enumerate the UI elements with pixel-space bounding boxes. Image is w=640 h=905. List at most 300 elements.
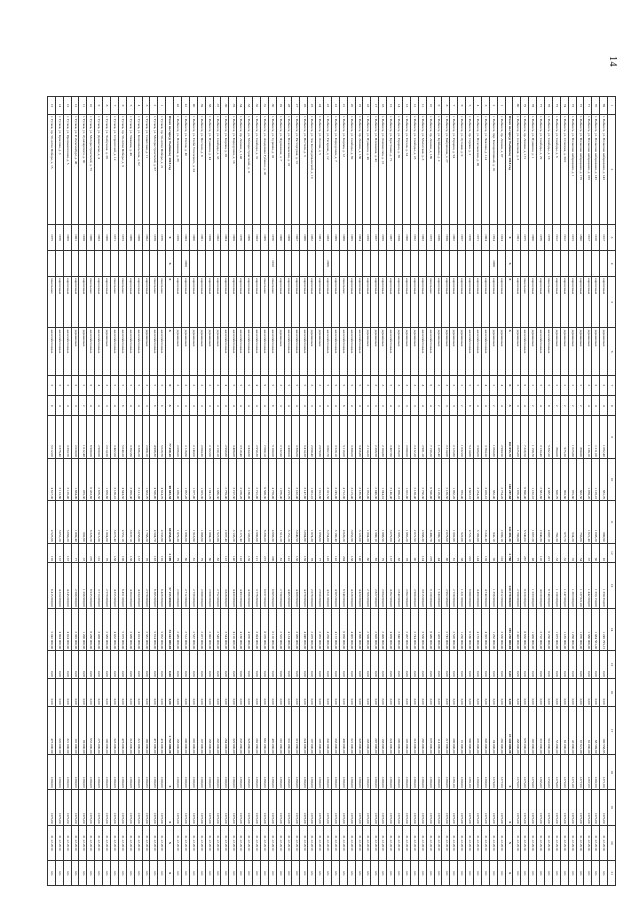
table-cell: 0,00 [126,678,134,706]
table-cell: 31.12.2019 [450,825,458,861]
table-cell: 2 [529,375,537,395]
table-cell: 2 754,20 [497,458,505,500]
table-cell: 1960 [402,224,410,250]
table-cell: 474 000,00 [158,706,166,755]
table-cell: 1280,00 [434,755,442,789]
table-cell: 473 000,00 [47,706,55,755]
table-cell: 3 508,00 [473,416,481,458]
table-cell: 44 [434,543,442,563]
table-cell: 0,00 [442,651,450,679]
table-cell: 4 [521,396,529,416]
table-cell: 37 [584,543,592,563]
table-cell: 80 [513,97,521,115]
table-cell: п/п [600,861,608,886]
table-cell: 1961 [316,224,324,250]
table-row [111,97,119,886]
table-cell: 1373,00 [197,789,205,825]
table-cell: 903,80 [560,458,568,500]
table-cell: кирпичные [584,277,592,328]
table-cell: 1273,00 [521,755,529,789]
table-cell: п/п [47,861,55,886]
table-cell: 4 [418,375,426,395]
table-cell: деревянные [529,328,537,375]
table-cell: 7 [450,97,458,115]
column-header: 3 [608,224,616,250]
table-cell: п/п [150,861,158,886]
table-cell: 31.12.2019 [331,825,339,861]
table-row [118,97,126,886]
table-cell: X [166,328,174,375]
table-cell: 1 200 000,00 [79,608,87,650]
table-cell: 1373,00 [592,789,600,825]
table-cell: кирпичные [513,277,521,328]
table-cell: 31.12.2019 [308,825,316,861]
table-cell: 55 000,00 [552,706,560,755]
table-cell: 2 508 000,00 [363,608,371,650]
table-cell: 5 914 000,00 [150,608,158,650]
table-cell: 2 [552,396,560,416]
table-cell: 3 [442,396,450,416]
table-cell: 148 287,60 [505,458,513,500]
table-cell: 76 [544,97,552,115]
table-cell: 9 [426,375,434,395]
table-cell: 2 690,10 [497,501,505,543]
table-cell: 5 [355,375,363,395]
table-cell: 2 [434,375,442,395]
table-cell: 1 198,70 [529,416,537,458]
table-cell: 1279,00 [529,755,537,789]
table-cell [363,251,371,277]
table-cell: кирпичные [434,277,442,328]
table-cell [134,251,142,277]
table-cell: 0,00 [592,651,600,679]
table-cell: 2 990,80 [221,416,229,458]
table-cell: 4 620,20 [339,501,347,543]
table-cell: 31.12.2019 [142,825,150,861]
column-header: 8 [608,396,616,416]
table-cell: г. Рыбинск, ул. Плеханова, д. 36 [174,114,182,224]
table-cell: 2 123,60 [450,416,458,458]
table-row [395,97,403,886]
table-cell: 975,30 [560,416,568,458]
table-cell: 31.12.2019 [103,825,111,861]
table-cell: г. Тутаев, ул. Р. Люксембург, д. 48 [71,114,79,224]
table-cell: панельные [339,277,347,328]
table-cell: 9 [260,375,268,395]
table-cell: 195 000,00 [316,706,324,755]
table-cell: г. Рыбинск, ул. Свободы, д. 6 [552,114,560,224]
table-cell: г. Рыбинск, ул. Волжская набережная, д. 143 [600,114,608,224]
table-cell: 140 [355,543,363,563]
table-cell: 8 650 000,00 [521,608,529,650]
table-cell: 1373,00 [103,789,111,825]
table-cell: п/п [237,861,245,886]
summary-row [505,97,513,886]
table-cell: 31.12.2019 [158,825,166,861]
table-cell [347,251,355,277]
table-cell: 1976 [537,224,545,250]
table-cell: п/п [521,861,529,886]
table-cell: 2 950,30 [253,416,261,458]
table-cell: 1373,00 [497,789,505,825]
table-row [253,97,261,886]
table-cell: г. Рыбинск, ул. Бородулина, д. 16 [229,114,237,224]
table-cell: 215 [544,543,552,563]
table-cell: г. Рыбинск, ул. Волжская набережная, д. 179 [576,114,584,224]
table-cell: 3 [182,375,190,395]
table-cell: железобетонные [544,328,552,375]
table-row [387,97,395,886]
table-cell: 0,00 [584,678,592,706]
table-cell: 1964 [355,224,363,250]
table-cell: 3 [142,396,150,416]
table-cell: 661 000,00 [260,706,268,755]
table-cell: 6 [118,396,126,416]
table-cell: 80 [205,543,213,563]
table-cell: 0,00 [505,651,513,679]
table-row [331,97,339,886]
table-cell: 1 553 150,00 [592,563,600,609]
table-cell: 1959 [174,224,182,250]
table-cell: 1280,00 [276,755,284,789]
table-cell: 2 840,30 [537,501,545,543]
table-cell: 4 [481,375,489,395]
table-cell: 1966 [300,224,308,250]
table-cell: 3 058,80 [134,501,142,543]
table-cell: кирпичные [63,277,71,328]
table-cell: 2 722,00 [253,458,261,500]
table-cell: железобетонные [87,328,95,375]
table-cell: 6 [47,396,55,416]
table-cell: 1280,00 [221,755,229,789]
table-cell: 4 666,30 [268,501,276,543]
table-cell: 1978 [544,224,552,250]
table-cell: железобетонные [355,328,363,375]
table-cell: п/п [458,861,466,886]
table-cell: 3 [513,396,521,416]
table-cell: деревянные [513,328,521,375]
table-cell: 5 [324,375,332,395]
table-cell: 94 000,00 [489,706,497,755]
table-cell: 81 [450,543,458,563]
table-cell: 1280,00 [229,755,237,789]
table-row [158,97,166,886]
table-cell: п/п [260,861,268,886]
table-cell: 326 000,00 [245,706,253,755]
table-cell: 31.12.2019 [363,825,371,861]
table-cell: 4 [592,396,600,416]
table-cell: 1280,00 [292,755,300,789]
table-cell: 0,00 [79,651,87,679]
table-cell: 14 [395,97,403,115]
table-cell: железобетонные [158,328,166,375]
table-cell: 0,00 [363,651,371,679]
table-cell: 1958 [395,224,403,250]
table-cell: 198 000,00 [174,706,182,755]
table-cell: 1 894,30 [363,501,371,543]
table-cell: кирпичные [79,277,87,328]
table-cell: деревянные [458,328,466,375]
table-cell: 68 589,00 [592,706,600,755]
table-cell: X [505,328,513,375]
table-cell: 5 [126,97,134,115]
table-cell: 7 060,10 [260,416,268,458]
table-cell: 0,00 [189,651,197,679]
table-cell: 1963 [324,224,332,250]
table-cell: 2 [489,375,497,395]
table-cell: 1 430 000,00 [529,608,537,650]
table-cell: 136 [292,543,300,563]
table-cell: 31.12.2019 [489,825,497,861]
table-cell: 31.12.2019 [458,825,466,861]
table-cell: 3 [371,396,379,416]
table-cell: 197 000,00 [308,706,316,755]
table-cell: 207 000,00 [371,706,379,755]
table-cell: 2 455 000,00 [316,608,324,650]
table-cell: 5 [466,375,474,395]
table-cell: 1968 [229,224,237,250]
table-cell: 0,00 [292,678,300,706]
table-cell: кирпичные [458,277,466,328]
table-cell: 1373,00 [150,789,158,825]
table-cell: г. Рыбинск, ул. Пестеля, д. 3 [300,114,308,224]
table-cell: 5 942 000,00 [47,608,55,650]
column-header: 16 [608,678,616,706]
table-cell: 5 [158,375,166,395]
table-cell: 0,00 [505,678,513,706]
table-cell: 1373,00 [284,789,292,825]
table-cell: 1 211,00 [592,416,600,458]
table-cell: 90 [410,543,418,563]
table-cell: г. Рыбинск, ул. Свободы, д. 29 [537,114,545,224]
table-cell: 285 000,00 [418,706,426,755]
table-cell: 1280,00 [87,755,95,789]
table-cell: 139 [481,543,489,563]
table-cell: 1282,00 [592,755,600,789]
table-cell: 1280,00 [142,755,150,789]
table-cell: 1373,00 [71,789,79,825]
table-cell: 1373,00 [355,789,363,825]
table-cell: 0,00 [95,651,103,679]
table-cell: 0,00 [600,651,608,679]
table-cell: 31.12.2019 [339,825,347,861]
table-cell: 1 780,80 [513,501,521,543]
table-cell: 31.12.2019 [466,825,474,861]
table-cell: 0,00 [276,651,284,679]
table-row [410,97,418,886]
table-cell: 3 151,20 [284,501,292,543]
table-cell: 7 150,20 [426,416,434,458]
table-cell: 1373,00 [513,789,521,825]
table-cell: 5 [47,375,55,395]
table-cell: 1 [497,97,505,115]
table-cell: кирпичные [71,277,79,328]
table-cell: 1271,00 [600,755,608,789]
table-cell: 1970 [237,224,245,250]
table-cell: г. Рыбинск, ул. Пушкина, д. 1 [529,114,537,224]
table-cell: 5 [126,375,134,395]
table-cell: 4 493 000,00 [237,563,245,609]
column-header: 10 [608,458,616,500]
table-cell: 0,00 [71,678,79,706]
table-cell: 3 166,00 [245,458,253,500]
table-cell: 1280,00 [402,755,410,789]
table-row [71,97,79,886]
table-cell: 31.12.2018 [584,825,592,861]
table-cell: 35 [568,543,576,563]
table-cell: 1373,00 [174,789,182,825]
table-cell: 69 858,20 [166,501,174,543]
table-cell: 1373,00 [489,789,497,825]
table-cell: 0,00 [450,651,458,679]
table-cell: 318 000,00 [126,706,134,755]
table-cell: 2 [529,396,537,416]
table-cell: 5 012,00 [47,416,55,458]
table-cell: 0,00 [521,678,529,706]
table-cell: г. Тутаев, пр. 50-летия Победы, д. 15 [47,114,55,224]
table-cell: 31.12.2019 [118,825,126,861]
table-cell: 1279,00 [513,755,521,789]
table-cell: п/п [324,861,332,886]
table-cell: 1 809,40 [71,501,79,543]
table-cell: 1 936,00 [174,458,182,500]
table-cell: 70 [592,97,600,115]
table-cell: панельные [544,277,552,328]
table-cell: 1 543 000,00 [434,563,442,609]
table-cell: п/п [410,861,418,886]
table-cell: кирпичные [229,277,237,328]
table-cell: 3 [308,396,316,416]
table-cell: 5 [544,375,552,395]
table-cell: 77 459,10 [166,416,174,458]
table-cell: 137 [55,543,63,563]
table-cell: 3 394,70 [63,416,71,458]
column-header: 1 [608,97,616,115]
table-cell: деревянные [316,328,324,375]
table-cell: 333 000,00 [331,706,339,755]
table-cell: 9 150 000,00 [426,563,434,609]
table-cell: 4 024 000,00 [63,608,71,650]
table-cell: 328 000,00 [355,706,363,755]
table-cell: п/п [537,861,545,886]
table-row [537,97,545,886]
table-cell: 1373,00 [466,789,474,825]
table-cell: 78 [529,97,537,115]
table-cell: 1966 [245,224,253,250]
table-cell: 4 004 000,00 [55,608,63,650]
table-cell: деревянные [276,328,284,375]
table-cell: п/п [442,861,450,886]
table-cell: 1280,00 [111,755,119,789]
table-cell: кирпичные [552,277,560,328]
table-cell: 0,00 [426,651,434,679]
table-cell: 1280,00 [316,755,324,789]
table-cell: 124 [418,543,426,563]
table-cell: 5 [473,375,481,395]
table-cell: кирпичные [103,277,111,328]
table-cell: 1915 [568,224,576,250]
table-cell: 3 [316,375,324,395]
table-cell: 3 [71,375,79,395]
table-cell: 4 370 000,00 [300,563,308,609]
table-cell: 35 [229,97,237,115]
table-cell: 3 [182,396,190,416]
table-cell: 0,00 [118,651,126,679]
table-cell: 1 953,00 [363,458,371,500]
table-cell: 9 [434,97,442,115]
table-cell: 0,00 [260,651,268,679]
table-cell: 3 121,00 [134,458,142,500]
table-cell: 3 [371,375,379,395]
table-cell: 1280,00 [300,755,308,789]
table-cell: 204 [339,543,347,563]
table-cell [529,251,537,277]
table-cell: 1373,00 [434,789,442,825]
table-cell: 2 314,00 [442,416,450,458]
table-cell: 3 136,10 [111,458,119,500]
table-cell: X [166,755,174,789]
table-cell: железобетонные [245,328,253,375]
table-cell: 1373,00 [245,789,253,825]
table-cell: 0,00 [189,678,197,706]
table-cell: панельные [521,277,529,328]
table-cell: 1280,00 [363,755,371,789]
table-cell: 0,00 [158,678,166,706]
table-cell: 1 249 795,15 [600,608,608,650]
table-cell: 8 [442,97,450,115]
table-cell: 1 321 000,00 [458,563,466,609]
table-cell [331,251,339,277]
table-cell: 1969 [331,224,339,250]
table-cell: кирпичные [205,277,213,328]
table-cell: п/п [331,861,339,886]
table-cell: 3 [276,396,284,416]
table-cell: 14 [55,97,63,115]
table-row [308,97,316,886]
table-cell: г. Тутаев, ул. Моторостроителей, д. 75 [87,114,95,224]
table-cell: 30 [268,97,276,115]
table-cell: кирпичные [292,277,300,328]
table-cell: 0,00 [300,651,308,679]
table-cell: 2 [576,396,584,416]
table-cell: п/п [134,861,142,886]
table-cell [63,251,71,277]
table-cell: 1968 [339,224,347,250]
table-cell: деревянные [489,328,497,375]
table-cell: г. Рыбинск, ул. Свободы, д. 23 [410,114,418,224]
table-cell: п/п [497,861,505,886]
table-cell [308,251,316,277]
table-cell: 1373,00 [339,789,347,825]
table-cell: 1373,00 [410,789,418,825]
table-cell: 3 254,00 [324,501,332,543]
table-cell: 922,00 [458,501,466,543]
table-cell: п/п [189,861,197,886]
table-cell: 31.12.2019 [245,825,253,861]
table-cell: 1960 [276,224,284,250]
table-row [600,97,608,886]
table-cell: 0,00 [150,651,158,679]
table-cell: 0,00 [268,651,276,679]
table-cell: 1 058,20 [584,458,592,500]
table-cell: 1 230 000,00 [458,608,466,650]
table-cell: панельные [158,277,166,328]
table-cell: 4 439 000,00 [229,563,237,609]
table-cell: 0,00 [166,678,174,706]
table-cell: кирпичные [568,277,576,328]
table-cell: 1961 [197,224,205,250]
table-cell: 31.12.2018 [529,825,537,861]
